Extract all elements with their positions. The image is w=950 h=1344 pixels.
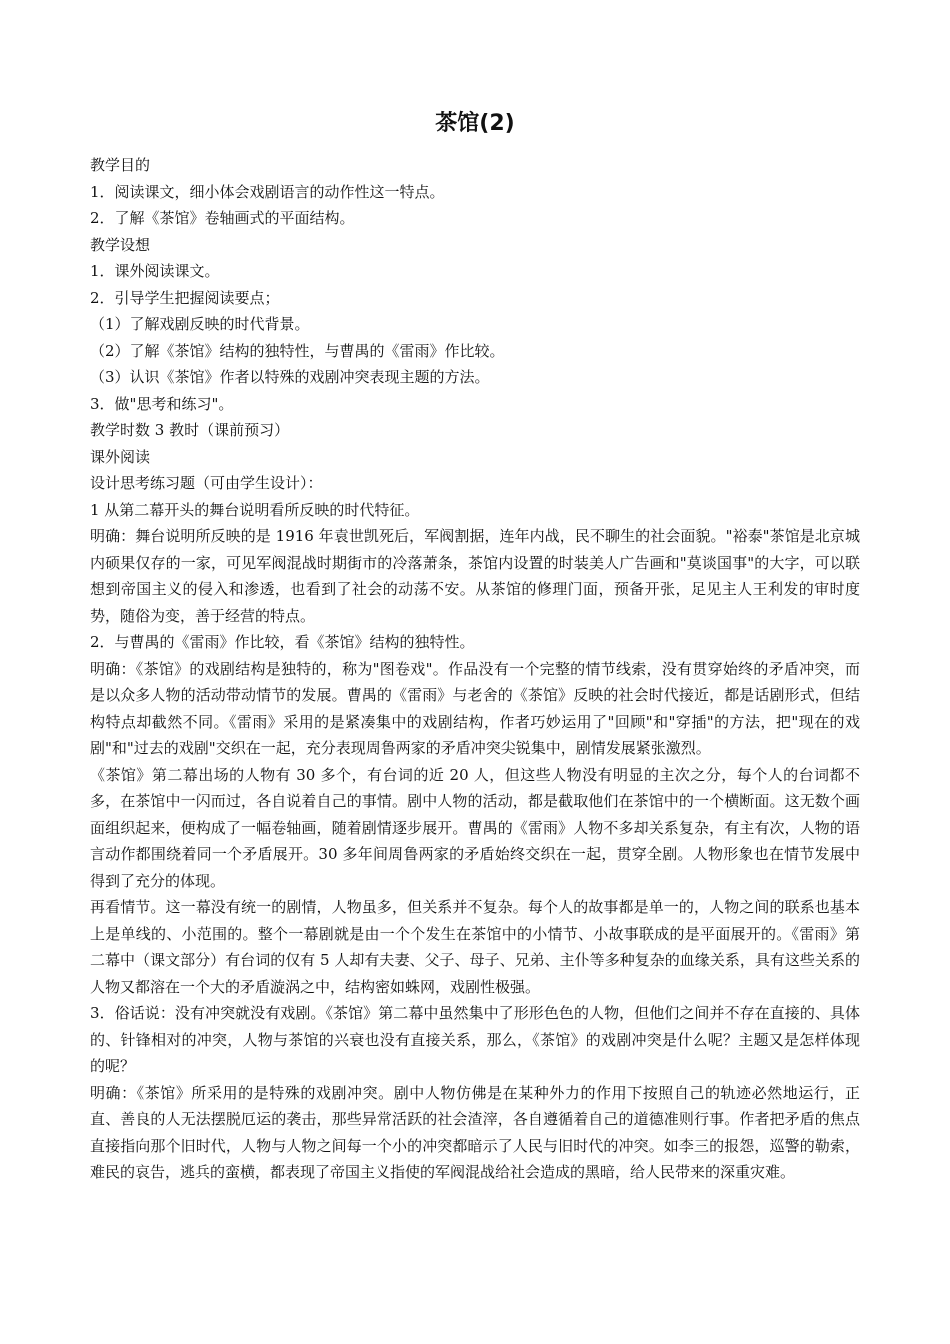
question-1: 1 从第二幕开头的舞台说明看所反映的时代特征。 <box>90 500 420 519</box>
answer-3: 明确：《茶馆》所采用的是特殊的戏剧冲突。剧中人物仿佛是在某种外力的作用下按照自己的轨迹必然地运行，正直、善良的人无法摆脱厄运的袭击，那些异常活跃的社会渣滓，各自遵循着自己的道德准则行事。作者把矛盾的焦点直接指向那个旧时代，人物与人物之间每一个小的冲突都暗示了人民与旧时代的冲突。如李三的报怨，巡警的勒索，难民的哀告，逃兵的蛮横，都表现了帝国主义指使的军阀混战给社会造成的黑暗，给人民带来的深重灾难。 <box>90 1083 860 1181</box>
exercise-intro: 设计思考练习题（可由学生设计）： <box>90 474 323 492</box>
section-heading-plan: 教学设想 <box>90 235 151 254</box>
document-body <box>90 152 860 1186</box>
answer-2: 明确：《茶馆》的戏剧结构是独特的，称为"图卷戏"。作品没有一个完整的情节线索，没有贯穿始终的矛盾冲突，而是以众多人物的活动带动情节的发展。曹禺的《雷雨》与老舍的《茶馆》反映的社会时代接近，都是话剧形式，但结构特点却截然不同。《雷雨》采用的是紧凑集中的戏剧结构，作者巧妙运用了"回顾"和"穿插"的方法，把"现在的戏剧"和"过去的戏剧"交织在一起，充分表现周鲁两家的矛盾冲突尖锐集中，剧情发展紧张激烈。 <box>90 659 860 757</box>
objective-item-2: 2．了解《茶馆》卷轴画式的平面结构。 <box>90 209 355 227</box>
question-2: 2．与曹禺的《雷雨》作比较，看《茶馆》结构的独特性。 <box>90 633 475 651</box>
answer-2-continued: 《茶馆》第二幕出场的人物有 30 多个，有台词的近 20 人，但这些人物没有明显的主次之分，每个人的台词都不多，在茶馆中一闪而过，各自说着自己的事情。剧中人物的活动，都是截取他们在茶馆中的一个横断面。这无数个画面组织起来，便构成了一幅卷轴画，随着剧情逐步展开。曹禺的《雷雨》人物不多却关系复杂，有主有次，人物的语言动作都围绕着同一个矛盾展开。30 多年间周鲁两家的矛盾始终交织在一起，贯穿全剧。人物形象也在情节发展中得到了充分的体现。 <box>90 765 860 890</box>
plan-subitem-3: （3）认识《茶馆》作者以特殊的戏剧冲突表现主题的方法。 <box>90 368 490 386</box>
plan-subitem-2: （2）了解《茶馆》结构的独特性，与曹禺的《雷雨》作比较。 <box>90 341 505 360</box>
document-page <box>90 108 860 1186</box>
document-title: 茶馆(2) <box>435 111 515 136</box>
plan-subitem-1: （1）了解戏剧反映的时代背景。 <box>90 315 310 333</box>
section-heading-reading: 课外阅读 <box>90 447 151 466</box>
question-3: 3．俗话说：没有冲突就没有戏剧。《茶馆》第二幕中虽然集中了形形色色的人物，但他们之间并不存在直接的、具体的、针锋相对的冲突，人物与茶馆的兴衰也没有直接关系，那么，《茶馆》的戏剧冲突是什么呢？主题又是怎样体现的呢？ <box>90 1004 860 1075</box>
plan-item-1: 1．课外阅读课文。 <box>90 262 220 280</box>
teaching-hours: 教学时数 3 教时（课前预习） <box>90 421 290 439</box>
answer-2-plot: 再看情节。这一幕没有统一的剧情，人物虽多，但关系并不复杂。每个人的故事都是单一的，人物之间的联系也基本上是单线的、小范围的。整个一幕剧就是由一个个发生在茶馆中的小情节、小故事联成的是平面展开的。《雷雨》第二幕中（课文部分）有台词的仅有 5 人却有夫妻、父子、母子、兄弟、主仆等多种复杂的血缘关系，具有这些关系的人物又都溶在一个大的矛盾漩涡之中，结构密如蛛网，戏剧性极强。 <box>90 898 860 996</box>
section-heading-objectives: 教学目的 <box>90 156 151 174</box>
plan-item-3: 3．做"思考和练习"。 <box>90 394 234 413</box>
objective-item-1: 1．阅读课文，细小体会戏剧语言的动作性这一特点。 <box>90 182 445 201</box>
plan-item-2: 2．引导学生把握阅读要点； <box>90 288 280 307</box>
answer-1: 明确：舞台说明所反映的是 1916 年袁世凯死后，军阀割据，连年内战，民不聊生的社会面貌。"裕泰"茶馆是北京城内硕果仅存的一家，可见军阀混战时期街市的冷落萧条，茶馆内设置的时装美人广告画和"莫谈国事"的大字，可以联想到帝国主义的侵入和渗透，也看到了社会的动荡不安。从茶馆的修理门面，预备开张，足见主人王利发的审时度势，随俗为变，善于经营的特点。 <box>90 527 860 625</box>
